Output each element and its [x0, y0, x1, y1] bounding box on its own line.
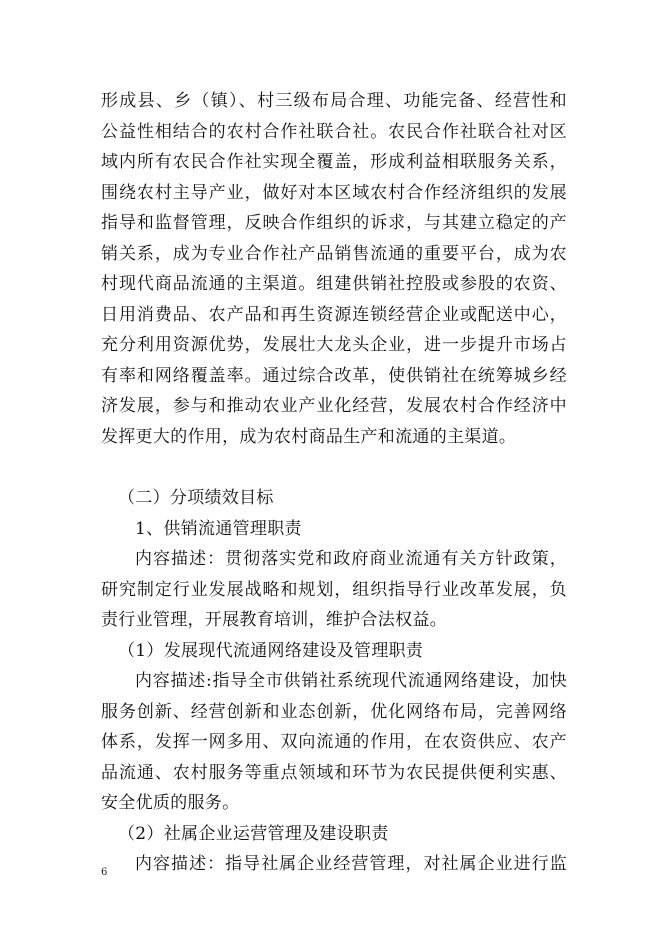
text-line: 发挥更大的作用，成为农村商品生产和流通的主渠道。	[101, 426, 517, 447]
text-line: 责行业管理，开展教育培训，维护合法权益。	[101, 610, 447, 630]
text-line: 销关系，成为专业合作社产品销售流通的重要平台，成为农	[101, 243, 567, 264]
text-line: 内容描述：指导社属企业经营管理，对社属企业进行监	[135, 854, 567, 874]
text-line: 有率和网络覆盖率。通过综合改革，使供销社在统筹城乡经	[101, 365, 567, 386]
text-line: 安全优质的服务。	[101, 793, 240, 813]
text-line: 指导和监督管理，反映合作组织的诉求，与其建立稳定的产	[101, 213, 567, 233]
text-line: 形成县、乡（镇）、村三级布局合理、功能完备、经营性和	[101, 91, 567, 111]
paragraph-network-construction-description	[101, 666, 567, 819]
text-line: 内容描述:指导全市供销社系统现代流通网络建设，加快	[135, 671, 567, 691]
text-line: 研究制定行业发展战略和规划，组织指导行业改革发展，负	[101, 579, 567, 600]
section-heading: （二）分项绩效目标	[118, 488, 274, 508]
text-line: 域内所有农民合作社实现全覆盖，形成利益相联服务关系，	[101, 152, 567, 172]
paragraph-cooperative-federation	[101, 86, 567, 452]
text-line: 日用消费品、农产品和再生资源连锁经营企业或配送中心，	[101, 304, 567, 325]
subheading-supply-circulation: 1、供销流通管理职责	[135, 518, 302, 539]
text-line: 围绕农村主导产业，做好对本区域农村合作经济组织的发展	[101, 182, 567, 203]
text-line: 体系，发挥一网多用、双向流通的作用，在农资供应、农产	[101, 732, 567, 752]
paragraph-spacer	[101, 452, 567, 483]
paragraph-supply-circulation-description	[101, 544, 567, 636]
text-line: 公益性相结合的农村合作社联合社。农民合作社联合社对区	[101, 121, 567, 142]
text-line: 充分利用资源优势，发展壮大龙头企业，进一步提升市场占	[101, 335, 567, 355]
page-number: 6	[101, 867, 108, 878]
item-heading-enterprise-management: （2）社属企业运营管理及建设职责	[118, 823, 389, 844]
text-line: 服务创新、经营创新和业态创新，优化网络布局，完善网络	[101, 701, 567, 722]
text-line: 内容描述：贯彻落实党和政府商业流通有关方针政策，	[135, 549, 567, 569]
paragraph-enterprise-management-description	[101, 849, 567, 880]
page-body	[101, 86, 567, 880]
text-line: 济发展，参与和推动农业产业化经营，发展农村合作经济中	[101, 396, 567, 416]
text-line: 村现代商品流通的主渠道。组建供销社控股或参股的农资、	[101, 274, 567, 294]
item-heading-network-construction: （1）发展现代流通网络建设及管理职责	[118, 640, 424, 661]
text-line: 品流通、农村服务等重点领域和环节为农民提供便利实惠、	[101, 762, 567, 783]
